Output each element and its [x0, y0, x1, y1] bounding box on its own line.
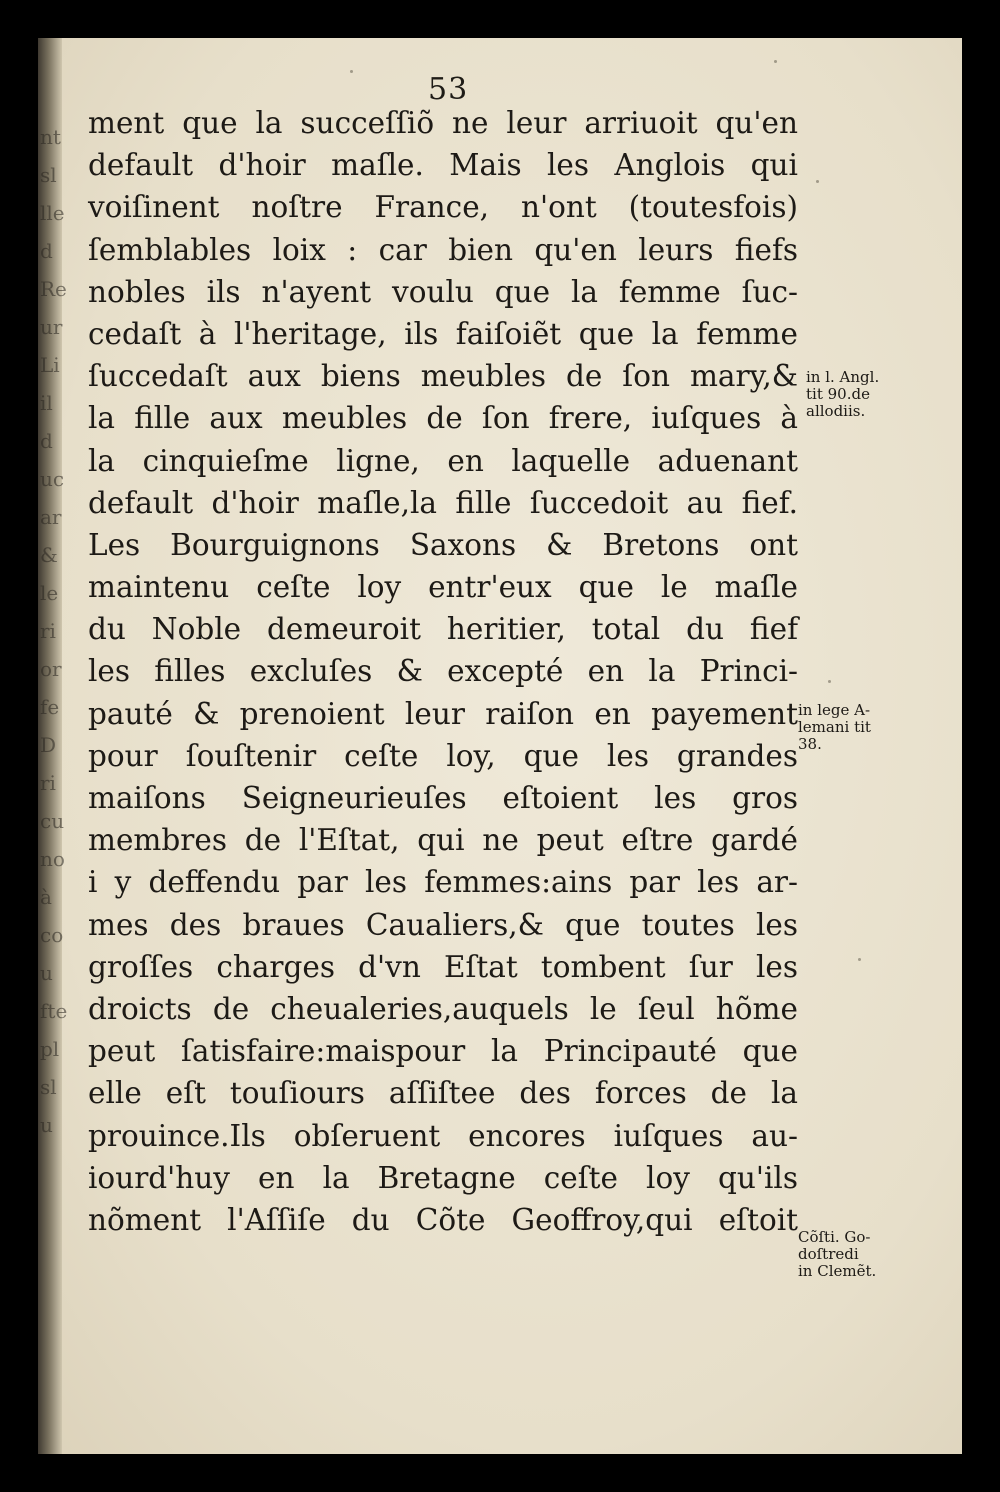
text-line: nõment l'Aſſiſe du Cõte Geoffroy,qui eſtoit: [88, 1202, 798, 1237]
margin-note-clement: [798, 1229, 876, 1280]
text-line: mes des braues Caualiers,& que toutes les: [88, 907, 798, 942]
text-line: i y deffendu par les femmes:ains par les ar-: [88, 865, 798, 900]
text-line: Les Bourguignons Saxons & Bretons ont: [88, 527, 798, 562]
margin-note-line: Cõſti. Go-: [798, 1228, 871, 1246]
text-line: iourd'huy en la Bretagne ceſte loy qu'ils: [88, 1160, 798, 1195]
text-line: groſſes charges d'vn Eſtat tombent ſur les: [88, 949, 798, 984]
margin-note-line: allodiis.: [806, 402, 866, 420]
page-frame: [38, 38, 962, 1454]
text-line: pour ſouſtenir ceſte loy, que les grandes: [88, 738, 798, 773]
margin-note-angl: [806, 369, 879, 420]
margin-note-line: in l. Angl.: [806, 368, 880, 386]
text-line: prouince.Ils obſeruent encores iuſques au-: [88, 1118, 798, 1153]
text-line: default d'hoir maſle,la fille ſuccedoit au fief.: [88, 485, 798, 520]
text-line: la cinquieſme ligne, en laquelle aduenant: [88, 443, 798, 478]
margin-note-line: in lege A-: [798, 701, 871, 719]
ink-speck: [816, 180, 819, 183]
text-line: cedaſt à l'heritage, ils faiſoiẽt que la femme: [88, 316, 798, 351]
margin-note-line: in Clemẽt.: [798, 1262, 877, 1280]
ink-speck: [858, 958, 861, 961]
text-line: default d'hoir maſle. Mais les Anglois qui: [88, 148, 798, 183]
text-line: les filles excluſes & excepté en la Princi-: [88, 654, 798, 689]
book-page: [38, 38, 962, 1454]
margin-note-line: lemani tit: [798, 718, 871, 736]
text-line: membres de l'Eſtat, qui ne peut eſtre gardé: [88, 823, 798, 858]
body-text: [88, 102, 798, 1241]
ink-speck: [774, 60, 777, 63]
ink-speck: [828, 680, 831, 683]
text-line: pauté & prenoient leur raiſon en payement: [88, 696, 798, 731]
binding-gutter: [38, 38, 68, 1454]
text-line: maiſons Seigneurieuſes eſtoient les gros: [88, 781, 798, 815]
text-line: peut ſatisfaire:maispour la Principauté que: [88, 1034, 798, 1069]
margin-note-alemani: [798, 702, 871, 753]
ink-speck: [350, 70, 353, 73]
text-line: elle eſt touſiours aſſiſtee des forces de la: [88, 1076, 798, 1111]
margin-note-line: doſtredi: [798, 1245, 859, 1263]
text-line: ment que la succeſſiõ ne leur arriuoit qu'en: [88, 106, 798, 140]
text-line: ſuccedaſt aux biens meubles de ſon mary,&: [88, 359, 798, 394]
margin-note-line: 38.: [798, 735, 822, 753]
text-line: droicts de cheualeries,auquels le ſeul hõme: [88, 991, 798, 1026]
text-line: voiſinent noſtre France, n'ont (toutesfois): [88, 190, 798, 225]
text-line: nobles ils n'ayent voulu que la femme ſuc-: [88, 274, 798, 309]
text-line: la fille aux meubles de ſon frere, iuſques à: [88, 401, 798, 436]
text-line: du Noble demeuroit heritier, total du fief: [88, 612, 798, 647]
gutter-bleed-text: nt sl lle d Re ur Li il d uc ar & le ri or fe D ri cu no à co u fte pl sl u: [40, 125, 68, 1137]
text-line: ſemblables loix : car bien qu'en leurs fiefs: [88, 232, 798, 267]
page-number: 53: [428, 72, 469, 107]
margin-note-line: tit 90.de: [806, 385, 870, 403]
text-line: maintenu ceſte loy entr'eux que le maſle: [88, 570, 798, 605]
